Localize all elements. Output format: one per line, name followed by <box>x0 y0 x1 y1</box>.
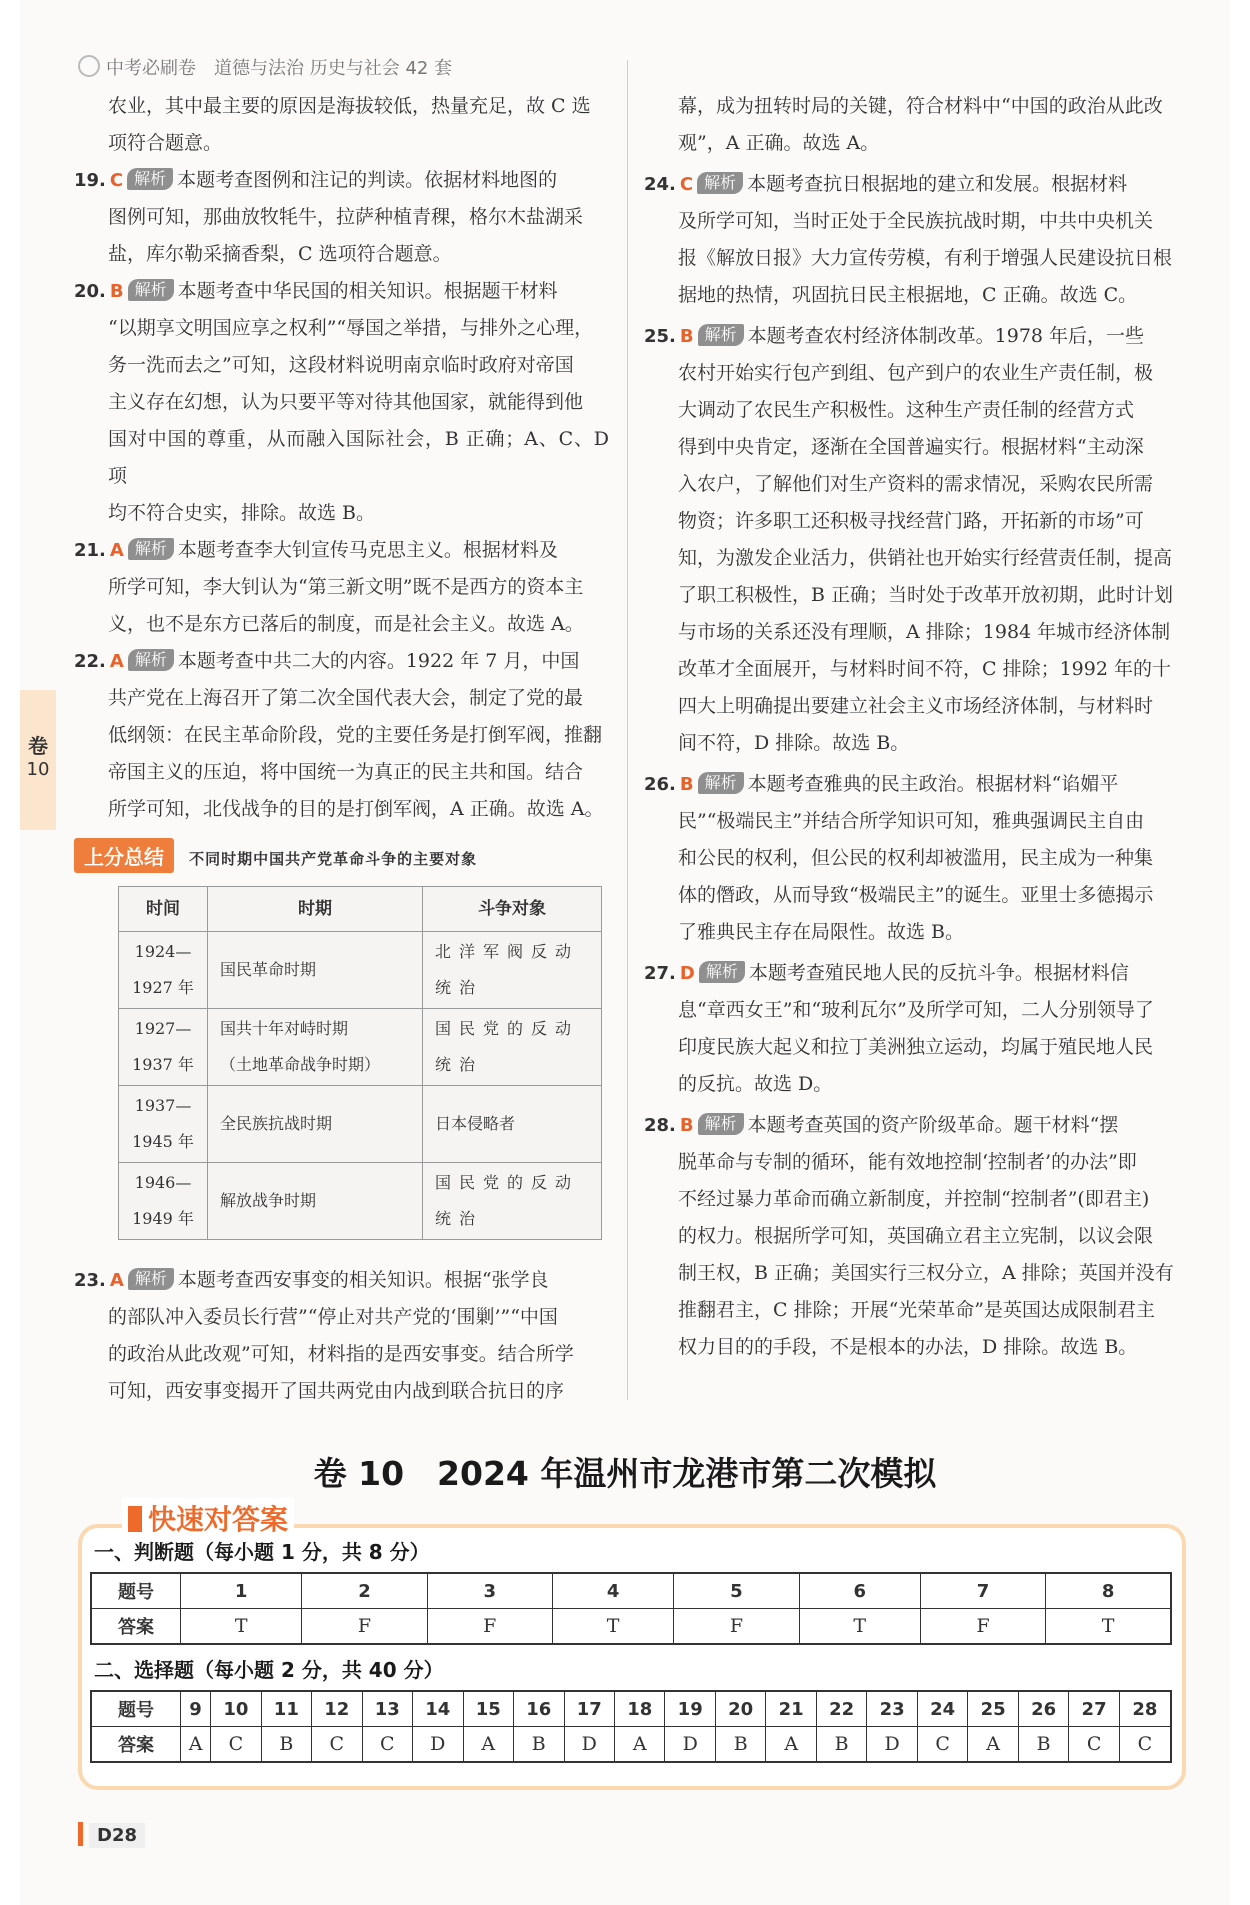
answer-cell: C <box>312 1727 362 1763</box>
period-cell: 全民族抗战时期 <box>208 1086 423 1163</box>
question-number: 26. <box>644 774 676 795</box>
text-line: 帝国主义的压迫，将中国统一为真正的民主共和国。结合 <box>108 761 584 783</box>
question-number: 19. <box>74 170 106 191</box>
answer-cell: F <box>674 1609 799 1645</box>
text-line: 共产党在上海召开了第二次全国代表大会，制定了党的最 <box>108 687 584 709</box>
side-tab <box>20 690 56 830</box>
analysis-tag: 解析 <box>128 279 174 301</box>
text-line: 观”，A 正确。故选 A。 <box>678 132 880 154</box>
target-cell: 国民党的反动 统治 <box>423 1009 602 1086</box>
text-line: 可知，西安事变揭开了国共两党由内战到联合抗日的序 <box>108 1380 565 1402</box>
time-cell: 1937— 1945 年 <box>119 1086 208 1163</box>
answer-letter: A <box>109 651 124 672</box>
table-row <box>91 1727 1171 1763</box>
text-line: 与市场的关系还没有理顺，A 排除；1984 年城市经济体制 <box>678 621 1171 643</box>
row-header: 答案 <box>91 1609 181 1645</box>
question-26 <box>644 766 1184 951</box>
question-20 <box>74 273 609 532</box>
column-header: 斗争对象 <box>423 887 602 932</box>
question-number-cell: 17 <box>564 1691 614 1727</box>
text-line: “以期享文明国应享之权利”“辱国之举措，与排外之心理， <box>108 317 594 339</box>
question-number-cell: 13 <box>362 1691 412 1727</box>
text-line: 本题考查李大钊宣传马克思主义。根据材料及 <box>177 539 558 561</box>
quick-answers-box <box>78 1503 1186 1790</box>
summary-heading <box>74 838 609 878</box>
question-number-cell: 2 <box>302 1573 427 1609</box>
series-logo-icon <box>78 55 100 77</box>
text-line: 本题考查图例和注记的判读。依据材料地图的 <box>177 169 558 191</box>
page-marker-icon <box>78 1822 83 1846</box>
answer-letter: D <box>679 963 695 984</box>
question-number: 25. <box>644 326 676 347</box>
question-23 <box>74 1262 609 1410</box>
row-header: 答案 <box>91 1727 181 1763</box>
answer-cell: C <box>1069 1727 1119 1763</box>
text-line: 均不符合史实，排除。故选 B。 <box>108 502 376 524</box>
question-number-cell: 27 <box>1069 1691 1119 1727</box>
question-number-cell: 15 <box>463 1691 513 1727</box>
true-false-table <box>90 1572 1172 1645</box>
text-line: 入农户，了解他们对生产资料的需求情况，采购农民所需 <box>678 473 1154 495</box>
answer-letter: C <box>109 170 124 191</box>
continued-text <box>644 88 1184 162</box>
text-line: 本题考查雅典的民主政治。根据材料“谄媚平 <box>747 773 1119 795</box>
answer-cell: A <box>766 1727 816 1763</box>
answer-cell: B <box>816 1727 866 1763</box>
answer-cell: T <box>799 1609 920 1645</box>
answer-cell: D <box>665 1727 715 1763</box>
text-line: 制王权，B 正确；美国实行三权分立，A 排除；英国并没有 <box>678 1262 1174 1284</box>
answer-cell: B <box>261 1727 311 1763</box>
right-column <box>644 88 1184 1366</box>
analysis-tag: 解析 <box>128 649 174 671</box>
continued-text <box>74 88 609 162</box>
text-line: 据地的热情，巩固抗日民主根据地，C 正确。故选 C。 <box>678 284 1138 306</box>
table-header-row <box>119 887 602 932</box>
answer-cell: B <box>1018 1727 1068 1763</box>
text-line: 间不符，D 排除。故选 B。 <box>678 732 910 754</box>
text-line: 务一洗而去之”可知，这段材料说明南京临时政府对帝国 <box>108 354 574 376</box>
answer-cell: T <box>181 1609 302 1645</box>
answer-cell: F <box>427 1609 552 1645</box>
table-row <box>119 1009 602 1086</box>
left-column <box>74 88 609 1410</box>
text-line: 义，也不是东方已落后的制度，而是社会主义。故选 A。 <box>108 613 584 635</box>
section-true-false-heading: 一、判断题（每小题 1 分，共 8 分） <box>94 1540 430 1564</box>
text-line: 的政治从此改观”可知，材料指的是西安事变。结合所学 <box>108 1343 574 1365</box>
text-line: 主义存在幻想，认为只要平等对待其他国家，就能得到他 <box>108 391 584 413</box>
text-line: 物资；许多职工还积极寻找经营门路，开拓新的市场”可 <box>678 510 1144 532</box>
answer-cell: B <box>514 1727 564 1763</box>
table-row <box>91 1609 1171 1645</box>
text-line: 知，为激发企业活力，供销社也开始实行经营责任制，提高 <box>678 547 1173 569</box>
analysis-tag: 解析 <box>699 961 745 983</box>
question-number-cell: 5 <box>674 1573 799 1609</box>
answer-cell: F <box>920 1609 1045 1645</box>
header-text: 中考必刷卷 道德与法治 历史与社会 42 套 <box>106 58 453 79</box>
text-line: 农业，其中最主要的原因是海拔较低，热量充足，故 C 选 <box>108 95 591 117</box>
text-line: 的权力。根据所学可知，英国确立君主立宪制，以议会限 <box>678 1225 1154 1247</box>
question-number: 22. <box>74 651 106 672</box>
question-number-cell: 6 <box>799 1573 920 1609</box>
answer-cell: F <box>302 1609 427 1645</box>
question-number-cell: 3 <box>427 1573 552 1609</box>
question-number-cell: 10 <box>211 1691 261 1727</box>
text-line: 推翻君主，C 排除；开展“光荣革命”是英国达成限制君主 <box>678 1299 1156 1321</box>
answer-cell: C <box>917 1727 967 1763</box>
question-number: 27. <box>644 963 676 984</box>
side-tab-label: 卷 <box>28 734 48 758</box>
text-line: 改革才全面展开，与材料时间不符，C 排除；1992 年的十 <box>678 658 1171 680</box>
answer-cell: D <box>867 1727 917 1763</box>
text-line: 脱革命与专制的循环，能有效地控制‘控制者’的办法”即 <box>678 1151 1137 1173</box>
table-row <box>119 1086 602 1163</box>
question-27 <box>644 955 1184 1103</box>
question-number-cell: 7 <box>920 1573 1045 1609</box>
column-header: 时期 <box>208 887 423 932</box>
text-line: 的部队冲入委员长行营”“停止对共产党的‘围剿’”“中国 <box>108 1306 558 1328</box>
answer-cell: C <box>362 1727 412 1763</box>
question-number-cell: 24 <box>917 1691 967 1727</box>
analysis-tag: 解析 <box>128 538 174 560</box>
question-number-cell: 11 <box>261 1691 311 1727</box>
text-line: 盐，库尔勒采摘香梨，C 选项符合题意。 <box>108 243 452 265</box>
text-line: 幕，成为扭转时局的关键，符合材料中“中国的政治从此改 <box>678 95 1163 117</box>
text-line: 所学可知，北伐战争的目的是打倒军阀，A 正确。故选 A。 <box>108 798 604 820</box>
text-line: 的反抗。故选 D。 <box>678 1073 833 1095</box>
summary-table <box>118 886 602 1240</box>
answer-cell: D <box>564 1727 614 1763</box>
answer-letter: A <box>109 540 124 561</box>
answer-letter: C <box>679 174 694 195</box>
time-cell: 1924— 1927 年 <box>119 932 208 1009</box>
answer-cell: A <box>463 1727 513 1763</box>
column-divider <box>627 60 628 1400</box>
quick-answers-label: 快速对答案 <box>122 1498 294 1538</box>
question-number-cell: 14 <box>413 1691 463 1727</box>
text-line: 本题考查英国的资产阶级革命。题干材料“摆 <box>747 1114 1119 1136</box>
question-number-cell: 21 <box>766 1691 816 1727</box>
text-line: 印度民族大起义和拉丁美洲独立运动，均属于殖民地人民 <box>678 1036 1154 1058</box>
text-line: 报《解放日报》大力宣传劳模，有利于增强人民建设抗日根 <box>678 247 1173 269</box>
text-line: 得到中央肯定，逐渐在全国普遍实行。根据材料“主动深 <box>678 436 1144 458</box>
answer-letter: A <box>109 1270 124 1291</box>
period-cell: 国民革命时期 <box>208 932 423 1009</box>
answer-cell: C <box>211 1727 261 1763</box>
text-line: 体的僭政，从而导致“极端民主”的诞生。亚里士多德揭示 <box>678 884 1154 906</box>
section-multiple-choice-heading: 二、选择题（每小题 2 分，共 40 分） <box>94 1658 444 1682</box>
question-number-cell: 12 <box>312 1691 362 1727</box>
target-cell: 国民党的反动 统治 <box>423 1163 602 1240</box>
text-line: 本题考查农村经济体制改革。1978 年后，一些 <box>747 325 1145 347</box>
text-line: 所学可知，李大钊认为“第三新文明”既不是西方的资本主 <box>108 576 584 598</box>
question-number-cell: 16 <box>514 1691 564 1727</box>
answer-cell: D <box>413 1727 463 1763</box>
text-line: 了职工积极性，B 正确；当时处于改革开放初期，此时计划 <box>678 584 1174 606</box>
question-number: 20. <box>74 281 106 302</box>
side-tab-number: 10 <box>26 759 50 780</box>
multiple-choice-table <box>90 1690 1172 1763</box>
table-row <box>119 1163 602 1240</box>
text-line: 不经过暴力革命而确立新制度，并控制“控制者”(即君主) <box>678 1188 1150 1210</box>
question-number-cell: 1 <box>181 1573 302 1609</box>
analysis-tag: 解析 <box>698 324 744 346</box>
analysis-tag: 解析 <box>697 172 743 194</box>
period-cell: 解放战争时期 <box>208 1163 423 1240</box>
question-number: 28. <box>644 1115 676 1136</box>
text-line: 和公民的权利，但公民的权利却被滥用，民主成为一种集 <box>678 847 1154 869</box>
running-header <box>78 54 452 80</box>
text-line: 农村开始实行包产到组、包产到户的农业生产责任制，极 <box>678 362 1154 384</box>
answer-cell: B <box>715 1727 765 1763</box>
answer-cell: C <box>1119 1727 1171 1763</box>
question-number: 23. <box>74 1270 106 1291</box>
target-cell: 北洋军阀反动 统治 <box>423 932 602 1009</box>
question-25 <box>644 318 1184 762</box>
row-header: 题号 <box>91 1691 181 1727</box>
text-line: 四大上明确提出要建立社会主义市场经济体制，与材料时 <box>678 695 1154 717</box>
question-number: 24. <box>644 174 676 195</box>
text-line: 本题考查中共二大的内容。1922 年 7 月，中国 <box>177 650 580 672</box>
period-cell: 国共十年对峙时期 （土地革命战争时期） <box>208 1009 423 1086</box>
text-line: 了雅典民主存在局限性。故选 B。 <box>678 921 965 943</box>
answer-cell: T <box>552 1609 673 1645</box>
question-number-cell: 28 <box>1119 1691 1171 1727</box>
question-number-cell: 8 <box>1046 1573 1171 1609</box>
analysis-tag: 解析 <box>698 1113 744 1135</box>
text-line: 权力目的的手段，不是根本的办法，D 排除。故选 B。 <box>678 1336 1138 1358</box>
table-row <box>91 1691 1171 1727</box>
text-line: 本题考查中华民国的相关知识。根据题干材料 <box>177 280 558 302</box>
question-number-cell: 23 <box>867 1691 917 1727</box>
question-24 <box>644 166 1184 314</box>
answer-letter: B <box>679 326 694 347</box>
question-22 <box>74 643 609 828</box>
question-number-cell: 20 <box>715 1691 765 1727</box>
column-header: 时间 <box>119 887 208 932</box>
answer-letter: B <box>109 281 124 302</box>
question-19 <box>74 162 609 273</box>
question-number-cell: 26 <box>1018 1691 1068 1727</box>
exam-title: 卷 10 2024 年温州市龙港市第二次模拟 <box>313 1454 937 1493</box>
question-number: 21. <box>74 540 106 561</box>
text-line: 本题考查西安事变的相关知识。根据“张学良 <box>177 1269 549 1291</box>
question-number-cell: 4 <box>552 1573 673 1609</box>
text-line: 本题考查抗日根据地的建立和发展。根据材料 <box>747 173 1128 195</box>
answer-letter: B <box>679 774 694 795</box>
time-cell: 1946— 1949 年 <box>119 1163 208 1240</box>
text-line: 本题考查殖民地人民的反抗斗争。根据材料信 <box>748 962 1129 984</box>
analysis-tag: 解析 <box>698 772 744 794</box>
answer-letter: B <box>679 1115 694 1136</box>
answer-cell: A <box>181 1727 211 1763</box>
text-line: 图例可知，那曲放牧牦牛，拉萨种植青稞，格尔木盐湖采 <box>108 206 584 228</box>
question-number-cell: 19 <box>665 1691 715 1727</box>
table-row <box>119 932 602 1009</box>
text-line: 低纲领：在民主革命阶段，党的主要任务是打倒军阀，推翻 <box>108 724 603 746</box>
analysis-tag: 解析 <box>128 1268 174 1290</box>
analysis-tag: 解析 <box>127 168 173 190</box>
page-footer <box>78 1822 145 1848</box>
target-cell: 日本侵略者 <box>423 1086 602 1163</box>
question-number-cell: 22 <box>816 1691 866 1727</box>
question-number-cell: 18 <box>614 1691 664 1727</box>
text-line: 民”“极端民主”并结合所学知识可知，雅典强调民主自由 <box>678 810 1145 832</box>
time-cell: 1927— 1937 年 <box>119 1009 208 1086</box>
row-header: 题号 <box>91 1573 181 1609</box>
text-line: 国对中国的尊重，从而融入国际社会，B 正确；A、C、D 项 <box>108 428 609 487</box>
text-line: 项符合题意。 <box>108 132 223 154</box>
answer-cell: A <box>614 1727 664 1763</box>
table-row <box>91 1573 1171 1609</box>
question-number-cell: 25 <box>968 1691 1018 1727</box>
question-number-cell: 9 <box>181 1691 211 1727</box>
answer-cell: T <box>1046 1609 1171 1645</box>
question-21 <box>74 532 609 643</box>
text-line: 息“章西女王”和“玻利瓦尔”及所学可知，二人分别领导了 <box>678 999 1154 1021</box>
answer-cell: A <box>968 1727 1018 1763</box>
text-line: 及所学可知，当时正处于全民族抗战时期，中共中央机关 <box>678 210 1154 232</box>
document-icon <box>128 1506 142 1532</box>
summary-subtitle: 不同时期中国共产党革命斗争的主要对象 <box>189 850 478 868</box>
text-line: 大调动了农民生产积极性。这种生产责任制的经营方式 <box>678 399 1135 421</box>
summary-badge: 上分总结 <box>74 838 174 873</box>
question-28 <box>644 1107 1184 1366</box>
page-number: D28 <box>89 1823 145 1848</box>
